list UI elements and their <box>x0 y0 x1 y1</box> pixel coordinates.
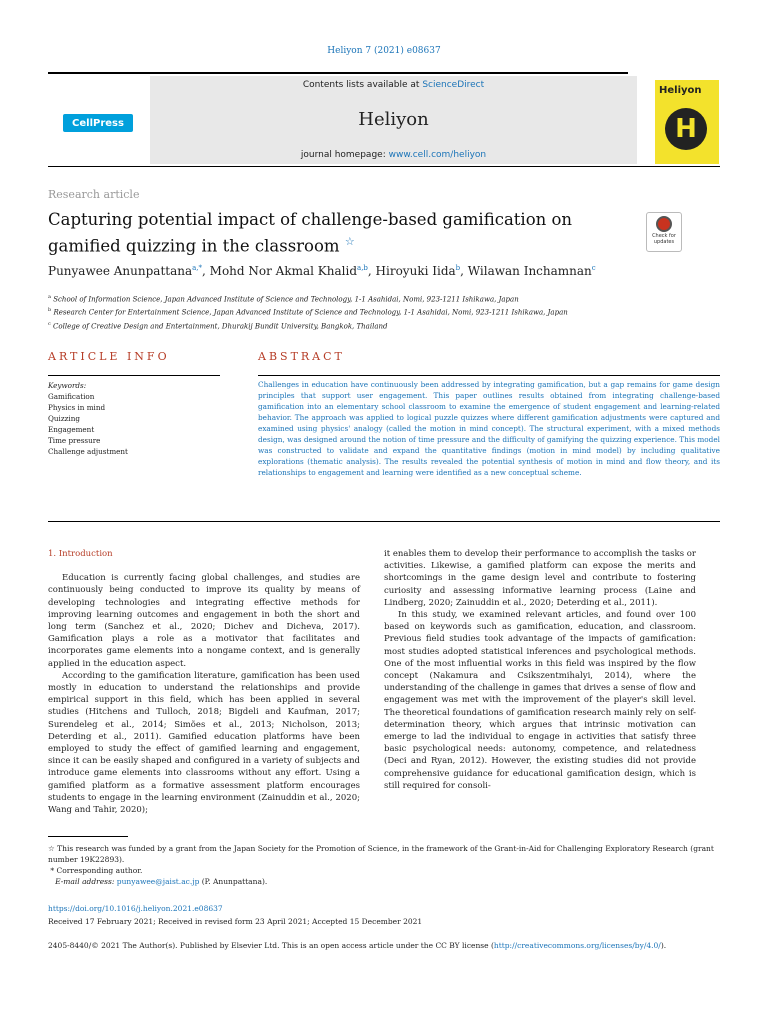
publication-dates: Received 17 February 2021; Received in revised form 23 April 2021; Accepted 15 December 2021 <box>48 917 423 926</box>
author-affiliation-mark[interactable]: a,b <box>357 264 368 272</box>
author-separator: , <box>367 264 376 278</box>
license-link[interactable]: http://creativecommons.org/licenses/by/4.0/ <box>493 941 661 950</box>
body-paragraph: Education is currently facing global challenges, and studies are continuously being conducted to improve its quality by means of developing technologies and integrating effective methods for improving learning outcomes and engagement in both the short and long term (Sanchez et al., 2020; Dichev and Dicheva, 2017). Gamification plays a role as a motivator that facilitates and incorporates game elements into a nongame context, and is generally applied in the education aspect. <box>48 573 360 669</box>
article-type: Research article <box>48 188 140 201</box>
cover-title: Heliyon <box>659 85 702 96</box>
body-paragraph: According to the gamification literature, gamification has been used mostly in education to understand the relationships and provide empirical support in this field, which has been applied in several studies (Hitchens and Tulloch, 2018; Bigdeli and Kaufman, 2017; Surendeleg et al., 2014; Simões et al., 2013; Nicholson, 2013; Deterding et al., 2011). Gamified education platforms have been employed to study the effect of gamified learning and engagement, since it can be easily shaped and configured in a variety of subjects and introduce game elements into classrooms without any effort. Using a gamified platform as a formative assessment platform encourages students to engage in the learning environment (Zainuddin et al., 2020; Wang and Tahir, 2020); <box>48 670 360 816</box>
footnotes <box>48 843 720 887</box>
section-heading-introduction: 1. Introduction <box>48 549 113 559</box>
header-rule <box>48 72 628 74</box>
affiliation-text: College of Creative Design and Entertainment, Dhurakij Bundit University, Bangkok, Thailand <box>53 321 388 330</box>
check-for-updates-button[interactable] <box>646 212 682 252</box>
body-rule <box>48 521 720 522</box>
journal-banner <box>150 76 637 164</box>
affiliation-mark: a <box>48 294 51 300</box>
email-link[interactable]: punyawee@jaist.ac.jp <box>116 877 200 886</box>
title-footnote-link[interactable]: ☆ <box>344 235 355 248</box>
abstract-text: Challenges in education have continuously been addressed by integrating gamification, but a gap remains for game design principles that support user engagement. This paper outlines results obtained from integrating challenge-based gamification into an elementary school classroom to examine the emergence of student engagement and learning-related behavior. The approach was applied to logical puzzle quizzes where different gamification adjustments were captured and examined using physics' analogy (called the motion in mind concept). The structural experiment, with a mixed methods design, was designed around the notion of time pressure and the difficulty of gamifying the quizzing experience. This model was constructed to validate and expand the quantitative findings (motion in mind model) by including qualitative explorations (thematic analysis). The results revealed the potential synthesis of motion in mind and flow theory, and its relationships to engagement and learning were identified as a new conceptual scheme. <box>258 380 720 477</box>
keywords-label: Keywords: <box>48 381 87 390</box>
keyword-item: Engagement <box>48 425 95 434</box>
doi-link[interactable]: https://doi.org/10.1016/j.heliyon.2021.e08637 <box>48 904 223 913</box>
affiliation-item <box>48 319 728 332</box>
cellpress-logo-icon: CellPress <box>63 114 133 132</box>
footnote-rule <box>48 836 128 837</box>
email-footnote: E-mail address: punyawee@jaist.ac.jp (P. Anunpattana). <box>55 877 268 886</box>
author-list <box>48 264 596 278</box>
sciencedirect-link[interactable]: ScienceDirect <box>422 80 485 90</box>
right-paragraphs <box>384 548 696 792</box>
body-column-left <box>48 548 360 816</box>
copyright-line: 2405-8440/© 2021 The Author(s). Published by Elsevier Ltd. This is an open access article under the CC BY license (http://creativecommons.org/licenses/by/4.0/). <box>48 941 667 950</box>
publisher-logo[interactable] <box>48 82 148 164</box>
author-name[interactable]: Wilawan Inchamnan <box>467 264 592 278</box>
keyword-item: Challenge adjustment <box>48 447 128 456</box>
keyword-item: Gamification <box>48 392 95 401</box>
abstract-heading: ABSTRACT <box>258 350 345 363</box>
author-affiliation-mark[interactable]: b <box>455 264 461 272</box>
check-updates-icon <box>656 216 672 232</box>
cover-h-logo-icon: H <box>665 108 707 150</box>
author-name[interactable]: Punyawee Anunpattana <box>48 264 193 278</box>
affiliation-text: Research Center for Entertainment Science, Japan Advanced Institute of Science and Technology, 1-1 Asahidai, Nomi, 923-1211 Ishikawa, Japan <box>53 308 568 317</box>
header-rule-bottom <box>48 166 720 167</box>
author-separator: , <box>460 264 468 278</box>
homepage-link[interactable]: www.cell.com/heliyon <box>388 150 487 160</box>
affiliation-mark: b <box>48 307 52 314</box>
affiliation-mark: c <box>48 320 51 327</box>
article-info-rule <box>48 375 220 376</box>
affiliation-list <box>48 292 728 332</box>
author-separator: , <box>202 264 210 278</box>
left-paragraphs <box>48 572 360 816</box>
author-name[interactable]: Mohd Nor Akmal Khalid <box>209 264 358 278</box>
body-paragraph: In this study, we examined relevant articles, and found over 100 based on keywords such as gamification, education, and classroom. Previous field studies took advantage of the impacts of gamification: most studies adopted statistical inferences and psychological methods. One of the most influential works in this field was inspired by the flow concept (Nakamura and Csikszentmihalyi, 2014), where the understanding of the challenge in games that drives a sense of flow and engagement was met with the improvement of the player's skill level. The theoretical foundations of gamification research mainly rely on self-determination theory, which argues that intrinsic motivation can emerge to lad the individual to engage in activities that satisfy three basic psychological needs: autonomy, competence, and relatedness (Deci and Ryan, 2012). However, the existing studies did not provide comprehensive guidance for educational gamification design, which is still required for consoli- <box>384 610 696 791</box>
abstract-rule <box>258 375 720 376</box>
body-column-right <box>384 548 696 792</box>
author-affiliation-mark[interactable]: a,* <box>192 264 203 272</box>
check-updates-label: Check for updates <box>652 233 676 245</box>
keyword-list <box>48 391 128 457</box>
keywords-block <box>48 380 128 457</box>
body-paragraph: it enables them to develop their performance to accomplish the tasks or activities. Likewise, a gamified platform can expose the merits and shortcomings in the game design level and contribute to fostering curiosity and assessing informative learning process (Laine and Lindberg, 2020; Zainuddin et al., 2020; Deterding et al., 2011). <box>384 549 696 608</box>
keyword-item: Physics in mind <box>48 403 106 412</box>
affiliation-item <box>48 292 728 305</box>
journal-citation[interactable]: Heliyon 7 (2021) e08637 <box>327 46 441 56</box>
corresponding-footnote: * Corresponding author. <box>50 866 143 875</box>
journal-cover[interactable] <box>655 80 719 164</box>
author-affiliation-mark[interactable]: c <box>591 264 596 272</box>
homepage-line: journal homepage: www.cell.com/heliyon <box>300 150 487 160</box>
keyword-item: Time pressure <box>48 436 101 445</box>
affiliation-text: School of Information Science, Japan Advanced Institute of Science and Technology, 1-1 Asahidai, Nomi, 923-1211 Ishikawa, Japan <box>53 295 519 304</box>
author-name[interactable]: Hiroyuki Iida <box>375 264 456 278</box>
keyword-item: Quizzing <box>48 414 80 423</box>
funding-footnote: ☆ This research was funded by a grant from the Japan Society for the Promotion of Science, in the framework of the Grant-in-Aid for Challenging Exploratory Research (grant number 19K22893). <box>48 844 714 864</box>
article-title: Capturing potential impact of challenge-based gamification on gamified quizzing in the classroom ☆ <box>48 210 573 256</box>
affiliation-item <box>48 305 728 318</box>
article-info-heading: ARTICLE INFO <box>48 350 170 363</box>
contents-line: Contents lists available at ScienceDirect <box>302 80 485 90</box>
journal-name: Heliyon <box>358 109 429 130</box>
